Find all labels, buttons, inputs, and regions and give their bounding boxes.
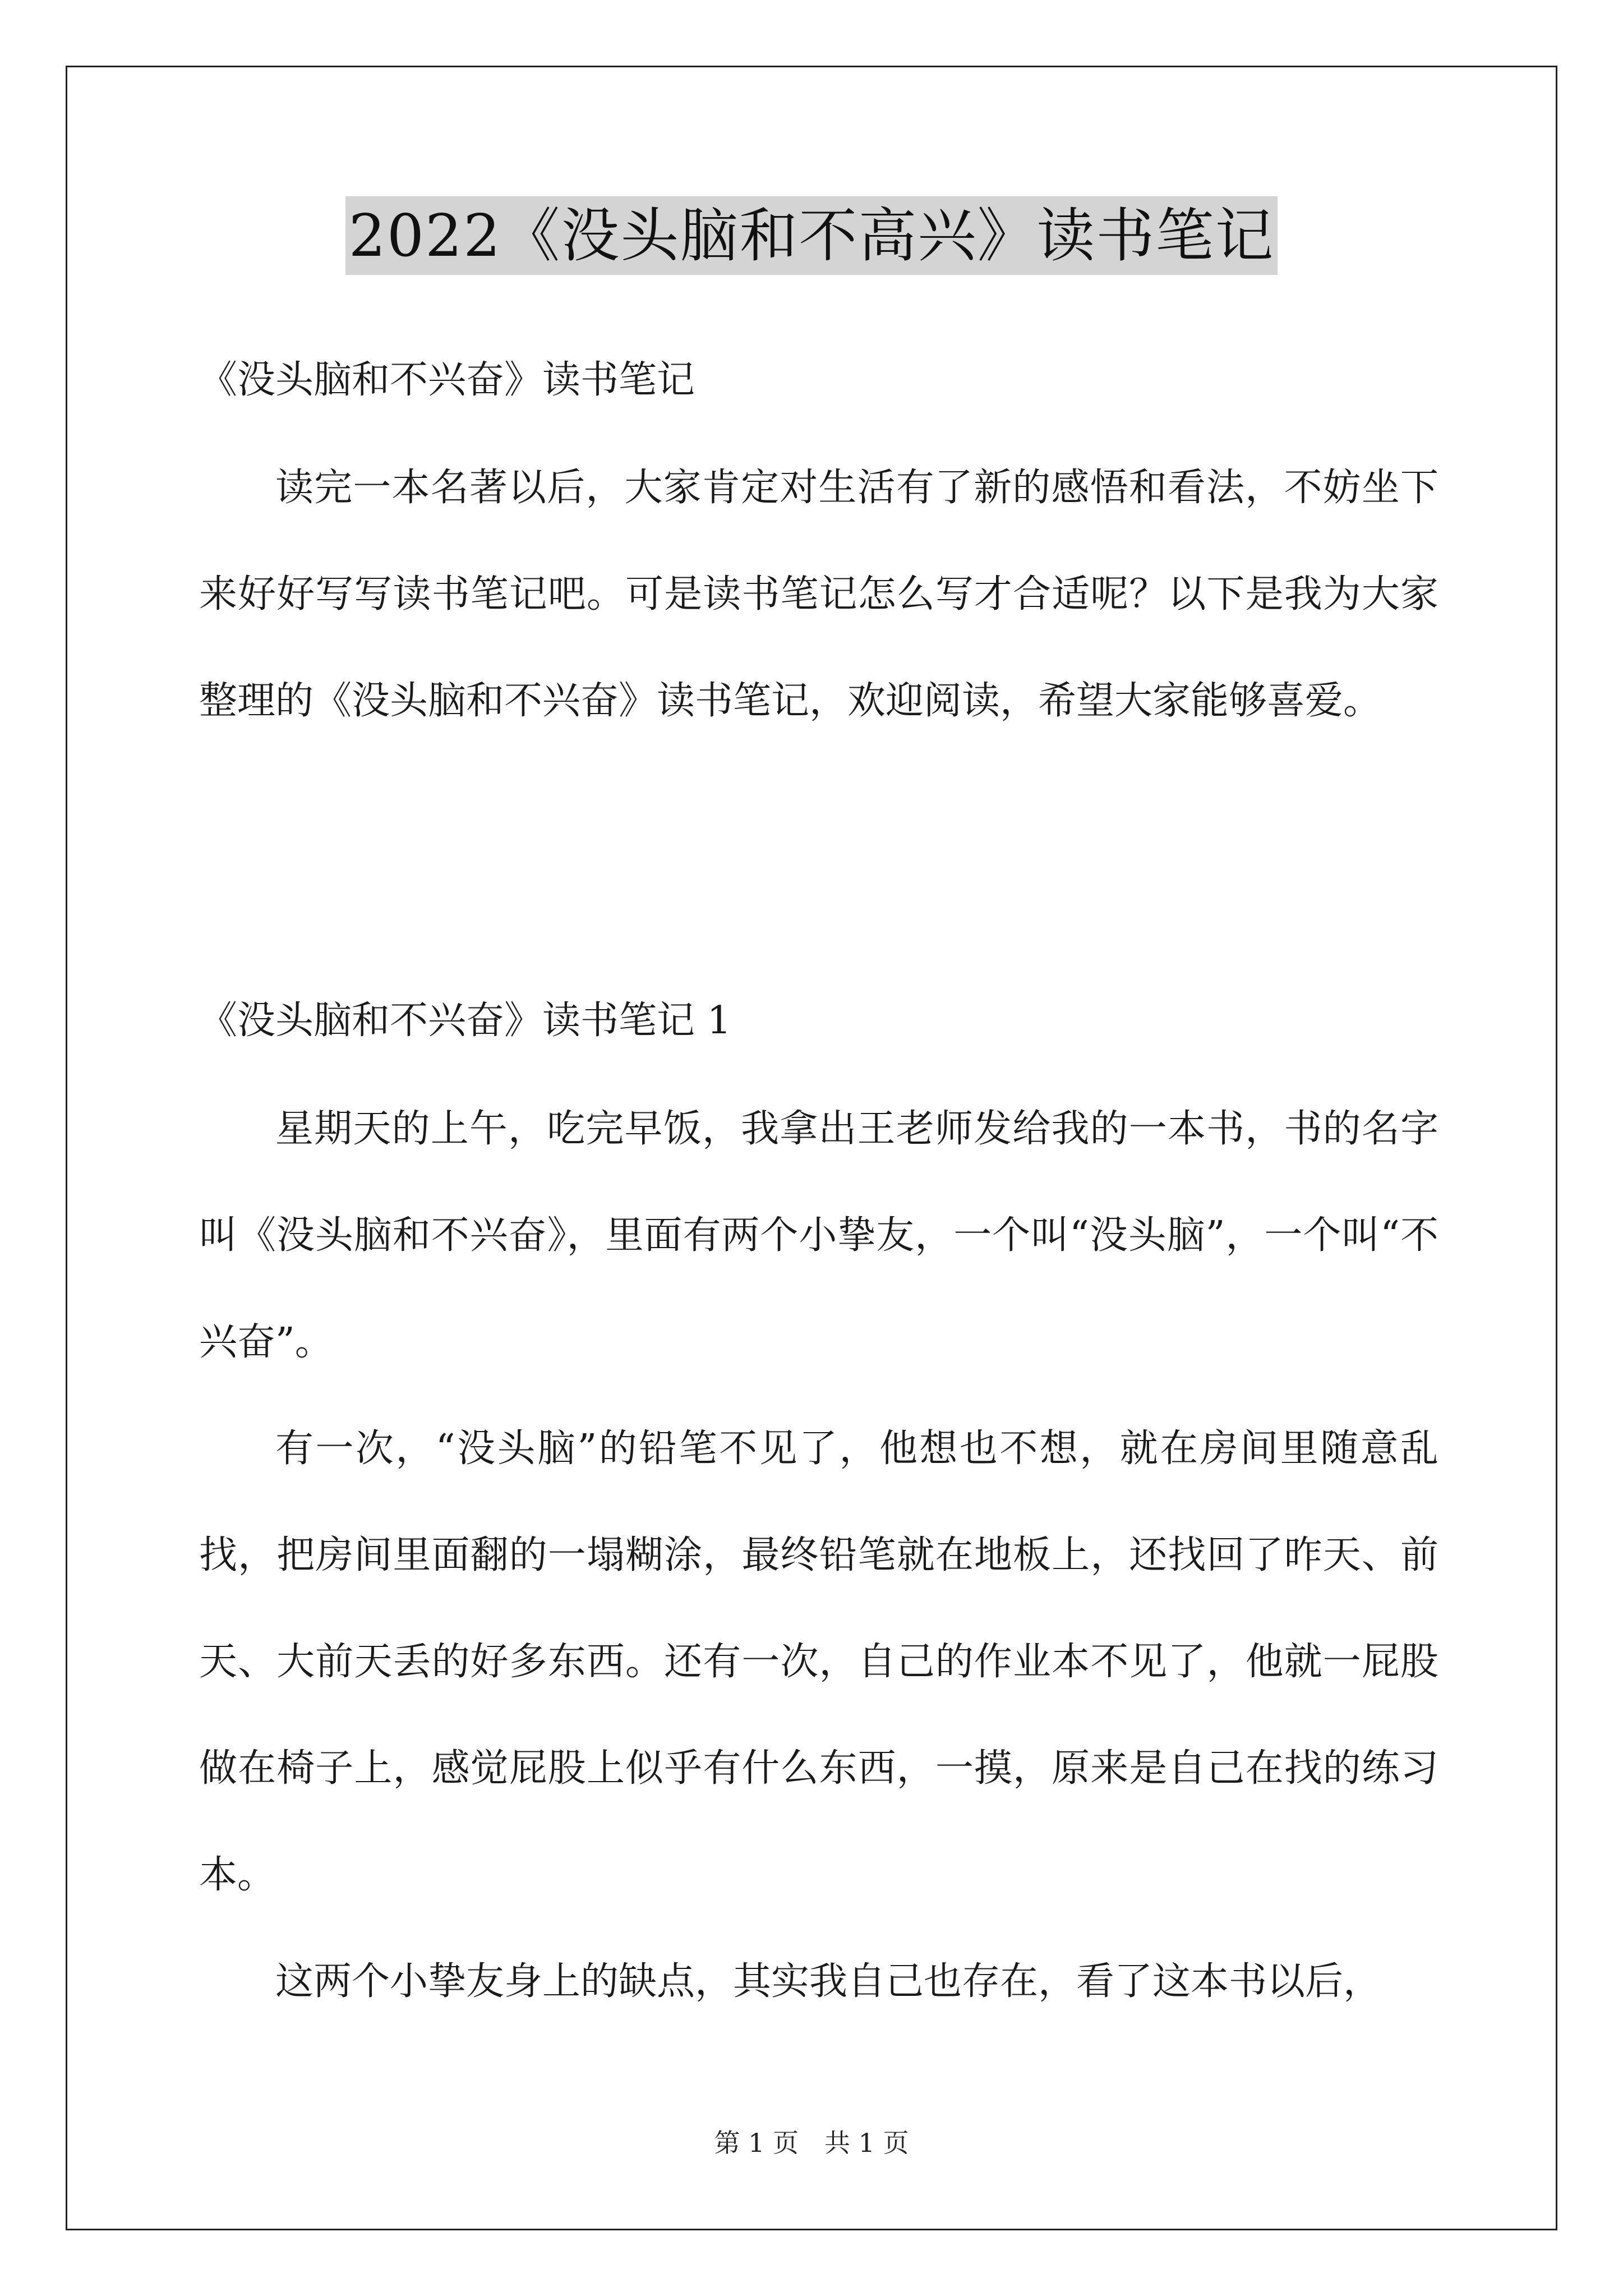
title-container <box>0 196 1623 275</box>
intro-heading: 《没头脑和不兴奋》读书笔记 <box>199 358 695 402</box>
page-total: 共 1 页 <box>824 2128 909 2158</box>
paragraph-3: 这两个小挚友身上的缺点，其实我自己也存在，看了这本书以后， <box>275 1959 1382 2004</box>
document-title: 2022《没头脑和不高兴》读书笔记 <box>345 196 1278 275</box>
page-number: 第 1 页 <box>714 2128 799 2158</box>
page-footer <box>0 2126 1623 2160</box>
paragraph-2: 有一次，“没头脑”的铅笔不见了，他想也不想，就在房间里随意乱找，把房间里面翻的一塌糊涂，最终铅笔就在地板上，还找回了昨天、前天、大前天丢的好多东西。还有一次，自己的作业本不见了，他就一屁股做在椅子上，感觉屁股上似乎有什么东西，一摸，原来是自己在找的练习本。 <box>199 1427 1438 1897</box>
paragraph-1: 星期天的上午，吃完早饭，我拿出王老师发给我的一本书，书的名字叫《没头脑和不兴奋》，里面有两个小挚友，一个叫“没头脑”，一个叫“不兴奋”。 <box>199 1107 1438 1364</box>
section-heading-1: 《没头脑和不兴奋》读书笔记 1 <box>199 999 731 1043</box>
intro-paragraph: 读完一本名著以后，大家肯定对生活有了新的感悟和看法，不妨坐下来好好写写读书笔记吧。可是读书笔记怎么写才合适呢？以下是我为大家整理的《没头脑和不兴奋》读书笔记，欢迎阅读，希望大家能够喜爱。 <box>199 466 1438 723</box>
